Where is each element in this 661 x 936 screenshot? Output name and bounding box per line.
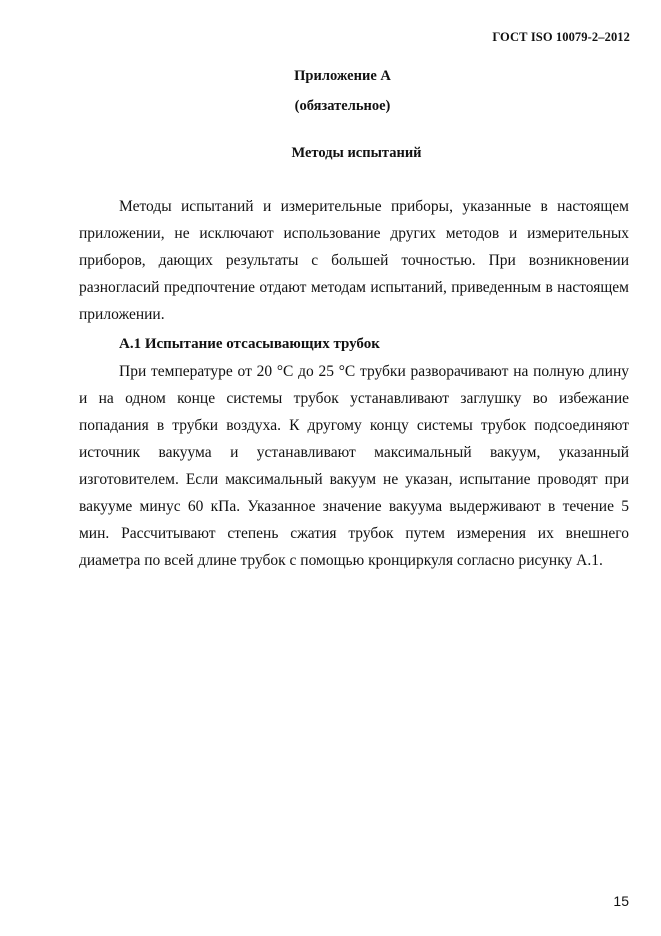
annex-section-heading: Методы испытаний — [291, 145, 422, 161]
section-a1-heading: А.1 Испытание отсасывающих трубок — [119, 336, 380, 352]
document-body — [79, 193, 629, 574]
document-code: ГОСТ ISO 10079-2–2012 — [492, 30, 630, 44]
annex-heading-block — [0, 64, 661, 124]
page-number: 15 — [613, 893, 629, 909]
intro-paragraph: Методы испытаний и измерительные приборы, указанные в настоящем приложении, не исключают использование других методов и измерительных приборов, дающих результаты с большей точностью. При возникновении разногласий предпочтение отдают методам испытаний, приведенным в настоящем приложении. — [79, 198, 629, 323]
section-a1-paragraph: При температуре от 20 °С до 25 °С трубки разворачивают на полную длину и на одном конце системы трубок устанавливают заглушку во избежание попадания в трубки воздуха. К другому концу системы трубок подсоединяют источник вакуума и устанавливают максимальный вакуум, указанный изготовителем. Если максимальный вакуум не указан, испытание проводят при вакууме минус 60 кПа. Указанное значение вакуума выдерживают в течение 5 мин. Рассчитывают степень сжатия трубок путем измерения их внешнего диаметра по всей длине трубок с помощью кронциркуля согласно рисунку А.1. — [79, 363, 629, 569]
annex-title: Приложение А — [294, 68, 391, 84]
annex-status: (обязательное) — [294, 98, 391, 114]
